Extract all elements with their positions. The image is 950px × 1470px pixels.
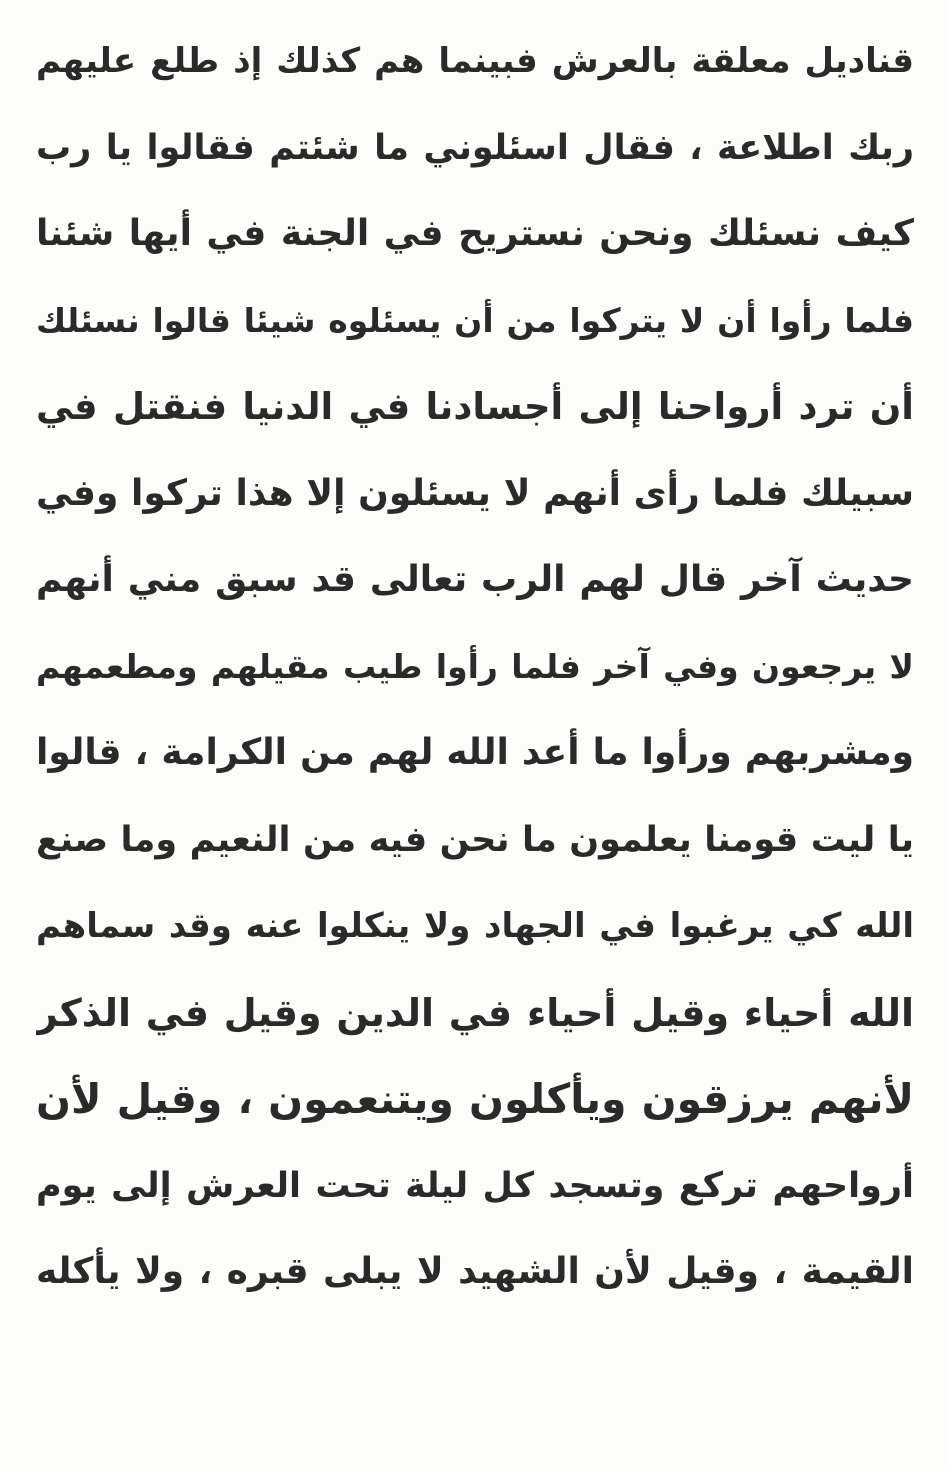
text-line-8: لا يرجعون وفي آخر فلما رأوا طيب مقيلهم ومطعمهم xyxy=(36,646,914,686)
text-line-4: فلما رأوا أن لا يتركوا من أن يسئلوه شيئا قالوا نسئلك xyxy=(36,300,914,340)
text-line-10: يا ليت قومنا يعلمون ما نحن فيه من النعيم وما صنع xyxy=(36,819,914,860)
text-line-13: لأنهم يرزقون ويأكلون ويتنعمون ، وقيل لأن xyxy=(36,1075,914,1123)
text-line-1: قناديل معلقة بالعرش فبينما هم كذلك إذ طلع عليهم xyxy=(36,41,914,81)
text-line-6: سبيلك فلما رأى أنهم لا يسئلون إلا هذا تركوا وفي xyxy=(36,472,914,514)
text-line-11: الله كي يرغبوا في الجهاد ولا ينكلوا عنه وقد سماهم xyxy=(36,906,914,946)
text-line-9: ومشربهم ورأوا ما أعد الله لهم من الكرامة ، قالوا xyxy=(36,732,914,773)
text-line-7: حديث آخر قال لهم الرب تعالى قد سبق مني أنهم xyxy=(36,559,914,600)
arabic-text-block xyxy=(36,18,914,1316)
text-line-2: ربك اطلاعة ، فقال اسئلوني ما شئتم فقالوا يا رب xyxy=(36,127,914,168)
text-line-12: الله أحياء وقيل أحياء في الدين وقيل في الذكر xyxy=(36,990,914,1035)
text-line-15: القيمة ، وقيل لأن الشهيد لا يبلى قبره ، ولا يأكله xyxy=(36,1251,914,1292)
text-line-5: أن ترد أرواحنا إلى أجسادنا في الدنيا فنقتل في xyxy=(36,385,914,428)
text-line-3: كيف نسئلك ونحن نستريح في الجنة في أيها شئنا xyxy=(36,213,914,254)
text-line-14: أرواحهم تركع وتسجد كل ليلة تحت العرش إلى يوم xyxy=(36,1165,914,1206)
